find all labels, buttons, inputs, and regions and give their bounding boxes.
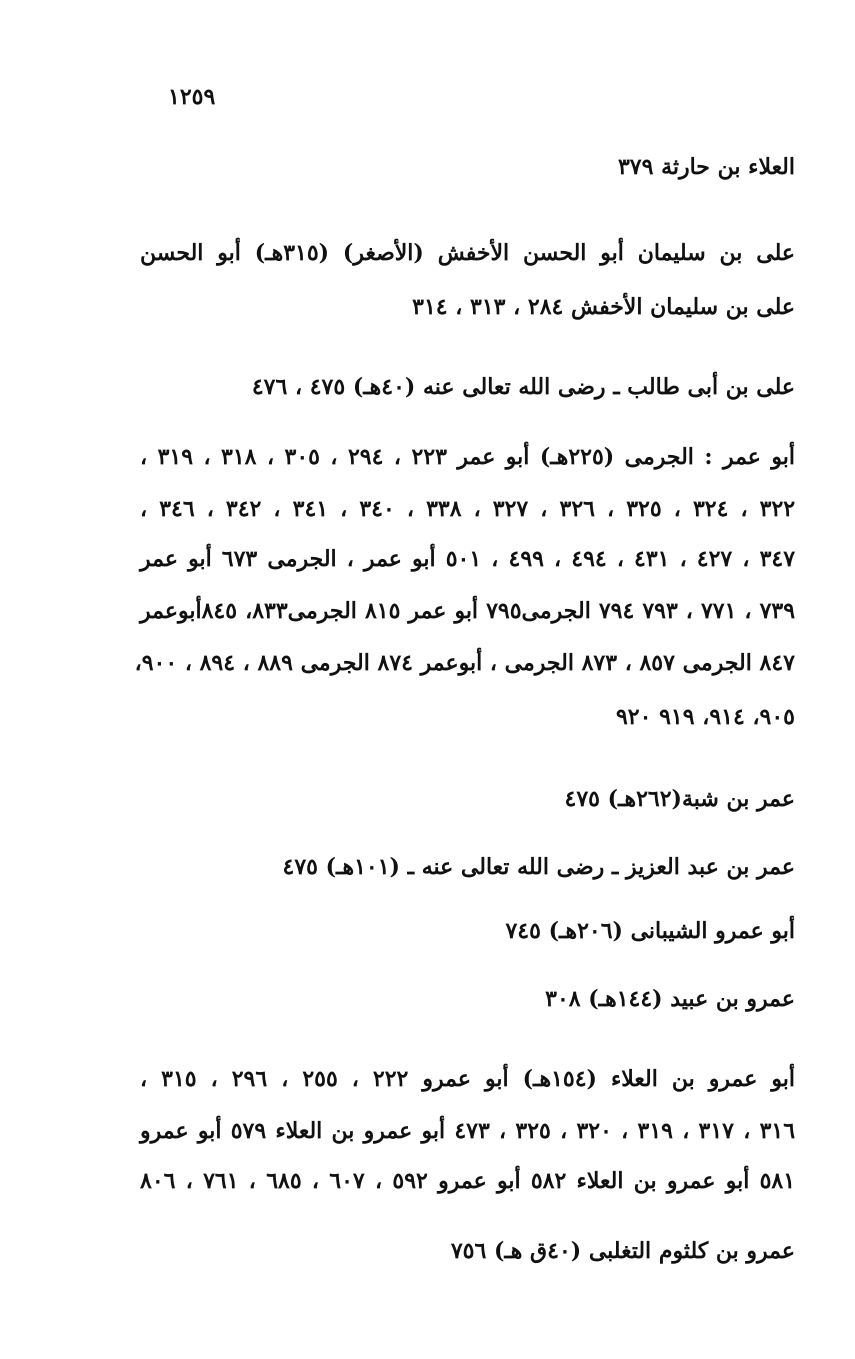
index-entry-line: على بن أبى طالب ـ رضى الله تعالى عنه (٤٠هـ) ٤٧٥ ، ٤٧٦ <box>251 374 795 400</box>
index-entry-line: ٨٤٧ الجرمى ٨٥٧ ، ٨٧٣ الجرمى ، أبوعمر ٨٧٤ الجرمى ٨٨٩ ، ٨٩٤ ، ٩٠٠، <box>134 650 795 676</box>
index-entry-line: ٣٤٧ ، ٤٢٧ ، ٤٣١ ، ٤٩٤ ، ٤٩٩ ، ٥٠١ أبو عمر ، الجرمى ٦٧٣ أبو عمر <box>140 546 796 572</box>
index-entry-line: أبو عمرو الشيبانى (٢٠٦هـ) ٧٤٥ <box>505 918 795 944</box>
index-entry-line: عمر بن شبة(٢٦٢هـ) ٤٧٥ <box>564 786 795 812</box>
index-entry-line: أبو عمرو بن العلاء (١٥٤هـ) أبو عمرو ٢٢٢ ، ٢٥٥ ، ٢٩٦ ، ٣١٥ ، <box>140 1066 795 1092</box>
index-entry-line: ٥٨١ أبو عمرو بن العلاء ٥٨٢ أبو عمرو ٥٩٢ ، ٦٠٧ ، ٦٨٥ ، ٧٦١ ، ٨٠٦ <box>140 1168 796 1194</box>
index-entry-line: على بن سليمان أبو الحسن الأخفش (الأصغر) (٣١٥هـ) أبو الحسن <box>140 240 795 266</box>
index-entry-line: عمرو بن كلثوم التغلبى (٤٠ق هـ) ٧٥٦ <box>450 1238 795 1264</box>
index-entry-line: عمر بن عبد العزيز ـ رضى الله تعالى عنه ـ (١٠١هـ) ٤٧٥ <box>282 854 795 880</box>
index-entry-line: ٣١٦ ، ٣١٧ ، ٣١٩ ، ٣٢٠ ، ٣٢٥ ، ٤٧٣ أبو عمرو بن العلاء ٥٧٩ أبو عمرو <box>140 1118 796 1144</box>
index-entry-line: على بن سليمان الأخفش ٢٨٤ ، ٣١٣ ، ٣١٤ <box>412 294 795 320</box>
index-entry-line: عمرو بن عبيد (١٤٤هـ) ٣٠٨ <box>545 986 795 1012</box>
index-entry-line: ٩٠٥، ٩١٤، ٩١٩ ٩٢٠ <box>615 704 795 730</box>
page-number: ١٢٥٩ <box>168 84 216 110</box>
index-entry-line: ٧٣٩ ، ٧٧١ ، ٧٩٣ ٧٩٤ الجرمى٧٩٥ أبو عمر ٨١٥ الجرمى٨٣٣، ٨٤٥أبوعمر <box>140 598 796 624</box>
index-entry-line: ٣٢٢ ، ٣٢٤ ، ٣٢٥ ، ٣٢٦ ، ٣٢٧ ، ٣٣٨ ، ٣٤٠ ، ٣٤١ ، ٣٤٢ ، ٣٤٦ ، <box>140 496 796 522</box>
index-entry-line: أبو عمر : الجرمى (٢٢٥هـ) أبو عمر ٢٢٣ ، ٢٩٤ ، ٣٠٥ ، ٣١٨ ، ٣١٩ ، <box>140 444 795 470</box>
index-entry-line: العلاء بن حارثة ٣٧٩ <box>617 154 795 180</box>
